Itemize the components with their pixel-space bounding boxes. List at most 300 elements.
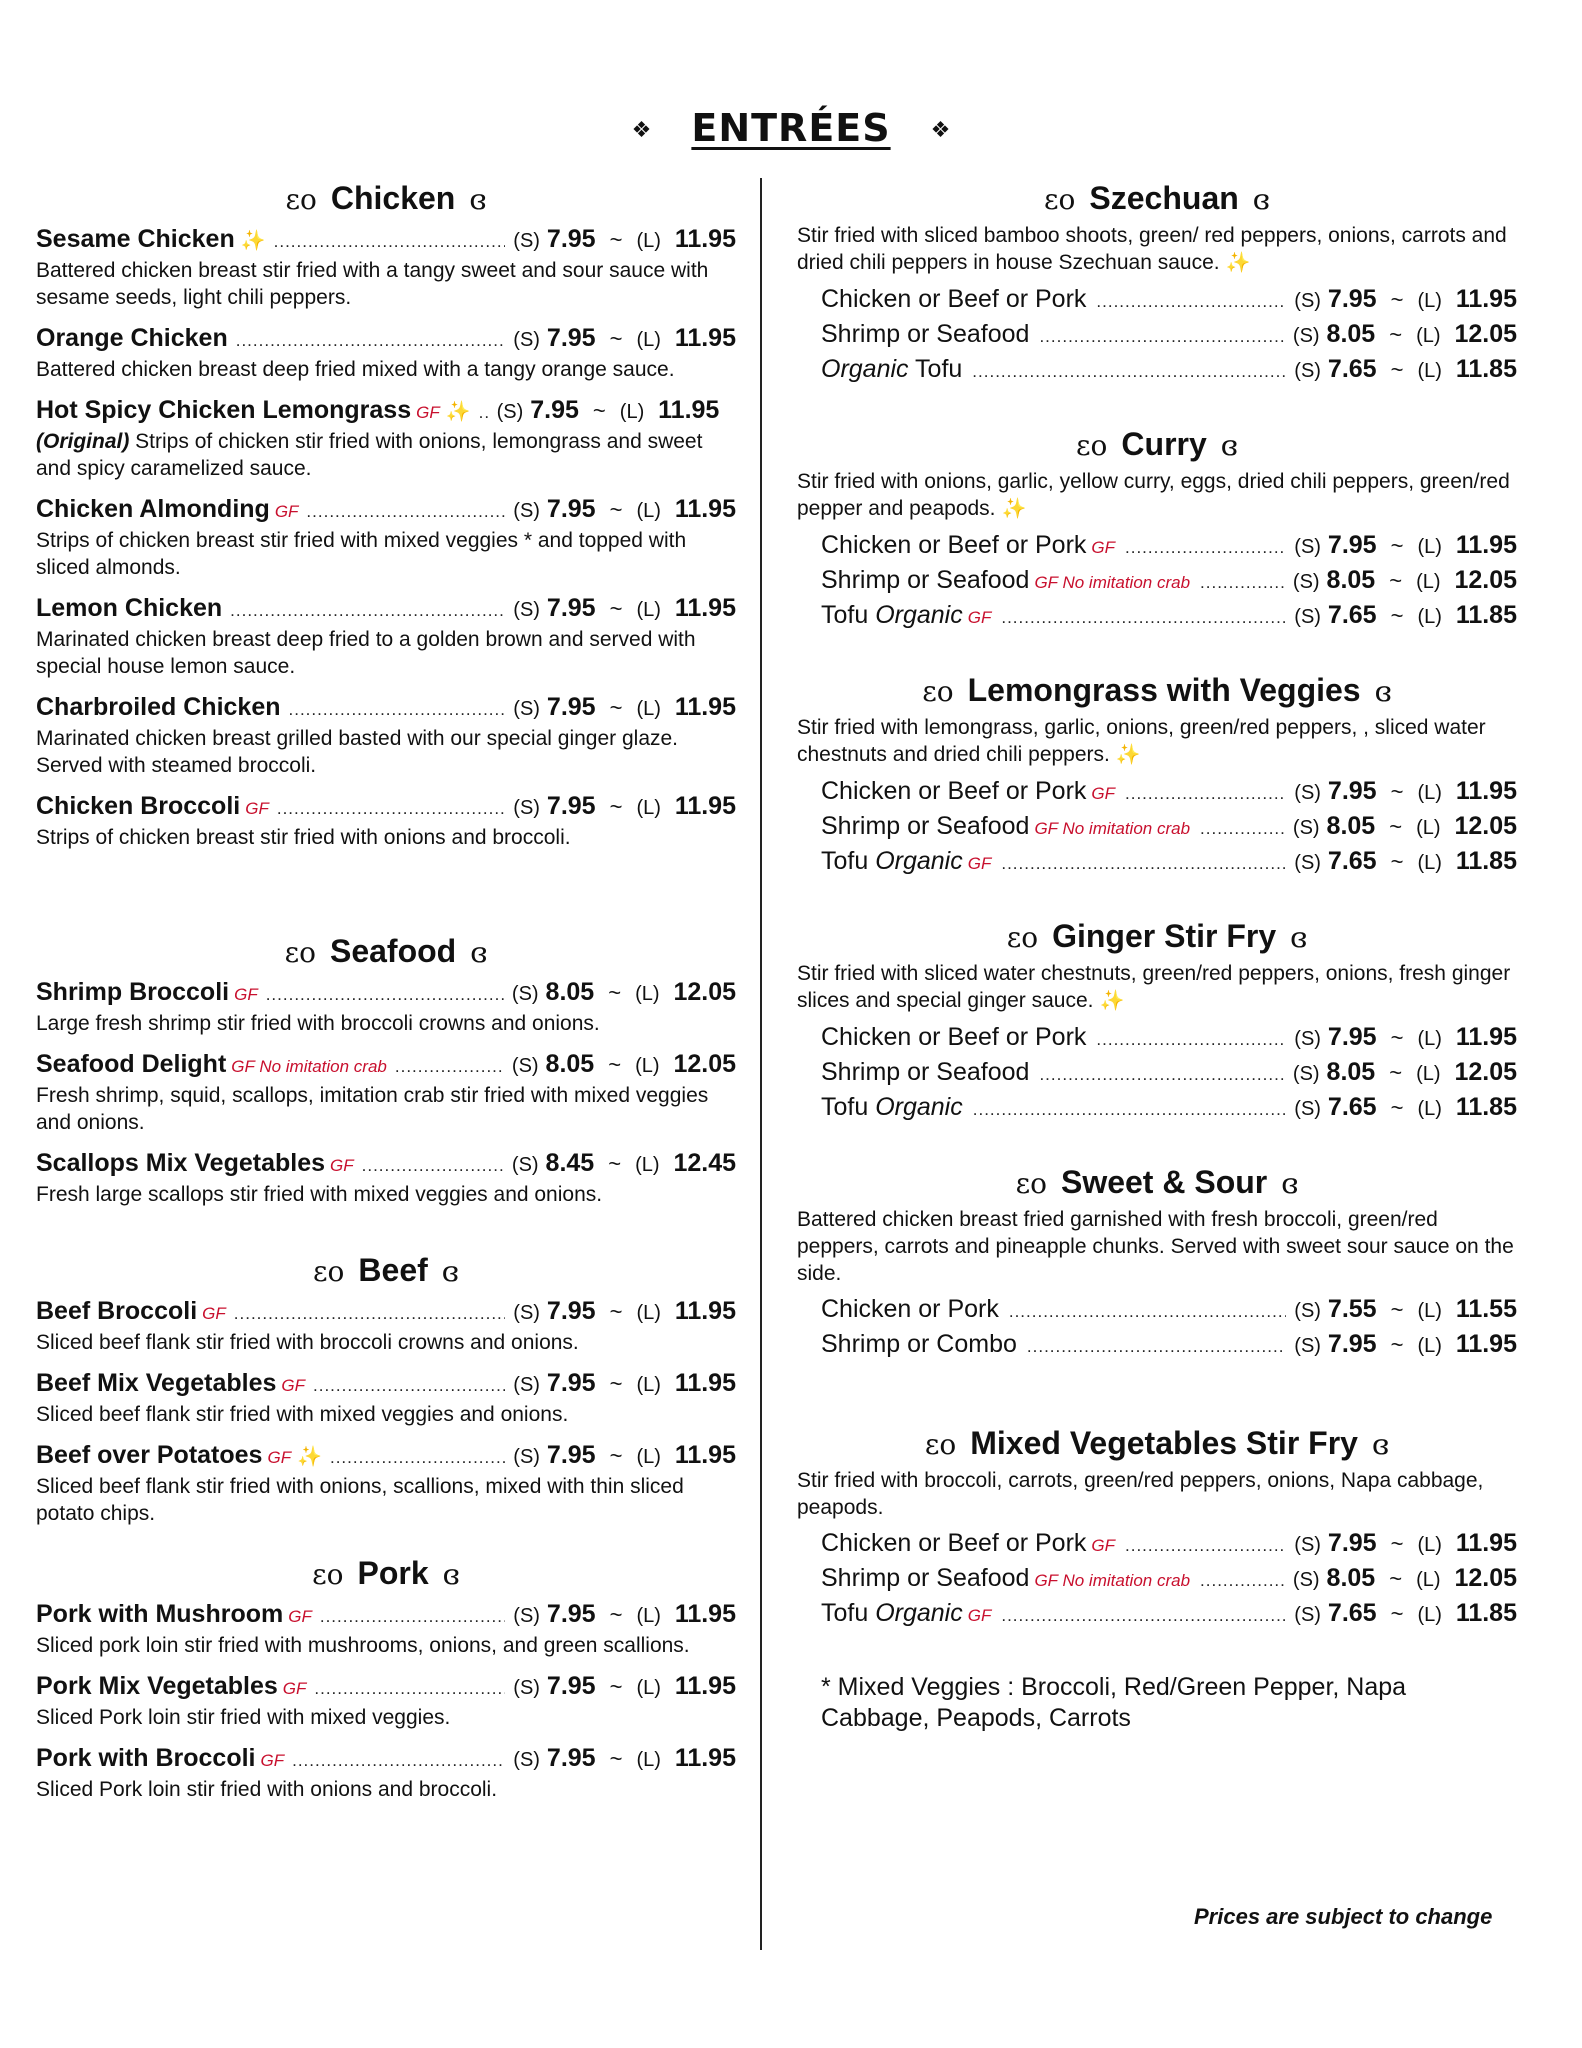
item-name: Chicken Almonding — [36, 495, 270, 523]
option-list — [797, 1293, 1517, 1363]
size-small-label: (S) — [1294, 1300, 1321, 1322]
size-small-label: (S) — [1294, 852, 1321, 874]
section-ornament-left-icon: ɛo — [1006, 921, 1039, 954]
leader-dots — [1039, 321, 1284, 353]
menu-item-scallops-mix-vegetables — [36, 1148, 736, 1208]
leader-dots — [306, 497, 505, 527]
size-large-label: (L) — [1417, 360, 1442, 382]
size-large-label: (L) — [1416, 1569, 1441, 1591]
tilde: ~ — [1389, 568, 1403, 593]
price-large: 11.95 — [674, 495, 736, 523]
tilde: ~ — [609, 227, 623, 252]
mixed-vegetables-section — [797, 1423, 1517, 1632]
price-large: 11.85 — [1455, 1599, 1517, 1627]
section-ornament-right-icon: ɞ — [1252, 183, 1270, 216]
size-large-label: (L) — [1417, 1098, 1442, 1120]
size-large-label: (L) — [1416, 1063, 1441, 1085]
size-large-label: (L) — [1417, 782, 1442, 804]
menu-item-lemon-chicken — [36, 593, 736, 680]
option-row — [821, 1597, 1517, 1632]
leader-dots — [289, 695, 506, 725]
tilde: ~ — [1390, 1332, 1404, 1357]
size-large-label: (L) — [636, 329, 661, 351]
lemongrass-section — [797, 670, 1517, 880]
size-small-label: (S) — [1294, 1028, 1321, 1050]
leader-dots — [313, 1371, 505, 1401]
size-large-label: (L) — [636, 1446, 661, 1468]
menu-item-chicken-broccoli — [36, 791, 736, 851]
item-name: Chicken Broccoli — [36, 792, 241, 820]
tilde: ~ — [609, 695, 623, 720]
gluten-free-badge: GF — [234, 985, 258, 1004]
chili-pepper-icon: ✨ — [1225, 252, 1251, 274]
menu-item-charbroiled-chicken — [36, 692, 736, 779]
tilde: ~ — [609, 1602, 623, 1627]
size-small-label: (S) — [1294, 290, 1321, 312]
price-small: 7.95 — [546, 1297, 596, 1325]
price-small: 7.95 — [530, 396, 579, 424]
section-ornament-left-icon: ɛo — [285, 183, 317, 216]
item-name: Beef Broccoli — [36, 1297, 198, 1325]
leader-dots — [1039, 1059, 1284, 1091]
leader-dots — [1096, 286, 1286, 318]
price-large: 11.95 — [674, 1441, 736, 1469]
section-ornament-right-icon: ɞ — [1220, 429, 1238, 462]
size-small-label: (S) — [1294, 1335, 1321, 1357]
option-list — [797, 775, 1517, 880]
option-row — [821, 599, 1517, 634]
price-large: 11.55 — [1455, 1295, 1517, 1323]
price-small: 7.95 — [546, 225, 596, 253]
size-small-label: (S) — [1292, 817, 1320, 839]
leader-dots — [1125, 1530, 1286, 1562]
tilde: ~ — [609, 326, 623, 351]
section-intro: Stir fried with broccoli, carrots, green/red peppers, onions, Napa cabbage, peapods. — [797, 1469, 1484, 1519]
section-ornament-right-icon: ɞ — [1290, 921, 1308, 954]
size-small-label: (S) — [511, 983, 539, 1005]
option-name: Shrimp or Combo — [821, 1330, 1017, 1358]
leader-dots — [1125, 778, 1286, 810]
price-small: 8.05 — [1326, 1564, 1376, 1592]
item-name: Beef Mix Vegetables — [36, 1369, 277, 1397]
section-ornament-left-icon: ɛo — [1015, 1167, 1047, 1200]
section-ornament-right-icon: ɞ — [1281, 1167, 1299, 1200]
price-large: 12.05 — [1454, 1058, 1517, 1086]
section-title-ginger-stir-fry: ɛo Ginger Stir Fry ɞ — [1006, 918, 1308, 954]
size-large-label: (L) — [636, 599, 661, 621]
size-small-label: (S) — [513, 1374, 540, 1396]
item-name: Pork with Broccoli — [36, 1744, 256, 1772]
menu-item-chicken-almonding — [36, 494, 736, 581]
item-name: Pork with Mushroom — [36, 1600, 284, 1628]
mixed-veggies-note: * Mixed Veggies : Broccoli, Red/Green Pepper, Napa Cabbage, Peapods, Carrots — [821, 1673, 1407, 1732]
option-name: Chicken or Beef or Pork — [821, 777, 1087, 805]
price-large: 11.95 — [674, 1744, 736, 1772]
size-large-label: (L) — [1417, 1300, 1442, 1322]
left-column — [36, 178, 736, 1803]
tilde: ~ — [608, 1151, 622, 1176]
item-name: Sesame Chicken — [36, 225, 235, 253]
price-small: 7.95 — [1327, 1330, 1377, 1358]
price-large: 11.95 — [674, 1600, 736, 1628]
size-small-label: (S) — [511, 1154, 539, 1176]
item-name: Beef over Potatoes — [36, 1441, 263, 1469]
leader-dots — [1009, 1296, 1286, 1328]
option-list — [797, 1527, 1517, 1632]
section-title-chicken: ɛo Chicken ɞ — [285, 180, 487, 216]
price-small: 7.95 — [546, 1441, 596, 1469]
chili-pepper-icon: ✨ — [240, 230, 266, 252]
option-list — [797, 283, 1517, 388]
price-large: 11.95 — [674, 1297, 736, 1325]
entrees-heading: ENTRÉES — [691, 106, 891, 150]
item-description: Large fresh shrimp stir fried with broccoli crowns and onions. — [36, 1012, 600, 1035]
menu-item-beef-broccoli — [36, 1296, 736, 1356]
size-small-label: (S) — [513, 500, 540, 522]
option-row — [821, 1562, 1517, 1597]
price-small: 7.95 — [546, 594, 596, 622]
item-description: Sliced Pork loin stir fried with onions and broccoli. — [36, 1778, 498, 1801]
sweet-sour-section — [797, 1162, 1517, 1363]
item-name: Lemon Chicken — [36, 594, 223, 622]
gluten-free-badge: GF — [967, 608, 992, 627]
item-description: Strips of chicken breast stir fried with mixed veggies * and topped with sliced almonds. — [36, 529, 687, 579]
size-large-label: (L) — [636, 1749, 661, 1771]
option-row — [821, 1527, 1517, 1562]
size-large-label: (L) — [1416, 325, 1441, 347]
size-large-label: (L) — [635, 1154, 660, 1176]
gluten-free-badge: GF — [288, 1607, 312, 1626]
size-large-label: (L) — [636, 1677, 661, 1699]
price-small: 7.95 — [546, 1744, 596, 1772]
size-small-label: (S) — [1294, 606, 1321, 628]
pork-section — [36, 1553, 736, 1803]
gluten-free-badge: GF — [416, 403, 440, 422]
size-large-label: (L) — [635, 1055, 660, 1077]
item-description: Battered chicken breast stir fried with a tangy sweet and sour sauce with sesame seeds, light chili peppers. — [36, 259, 709, 309]
size-small-label: (S) — [496, 401, 524, 423]
menu-item-sesame-chicken — [36, 224, 736, 311]
option-row — [821, 283, 1517, 318]
beef-section — [36, 1250, 736, 1527]
price-large: 12.05 — [1454, 566, 1517, 594]
leader-dots — [1001, 602, 1286, 634]
option-name: Shrimp or Seafood — [821, 1058, 1030, 1086]
option-list — [797, 1021, 1517, 1126]
item-name: Scallops Mix Vegetables — [36, 1149, 326, 1177]
price-small: 7.95 — [1327, 285, 1377, 313]
gluten-free-badge: GF — [1091, 784, 1116, 803]
tilde: ~ — [609, 1299, 623, 1324]
price-small: 8.05 — [1326, 320, 1376, 348]
leader-dots — [1027, 1331, 1286, 1363]
section-ornament-left-icon: ɛo — [1076, 429, 1108, 462]
option-name: Chicken or Beef or Pork — [821, 531, 1087, 559]
leader-dots — [479, 398, 489, 428]
section-intro: Stir fried with sliced bamboo shoots, green/ red peppers, onions, carrots and dried chili peppers in house Szechuan sauce. ✨ — [797, 224, 1507, 274]
section-ornament-left-icon: ɛo — [1044, 183, 1076, 216]
item-name: Pork Mix Vegetables — [36, 1672, 278, 1700]
section-ornament-left-icon: ɛo — [924, 1428, 957, 1461]
leader-dots — [234, 1299, 506, 1329]
option-row — [821, 810, 1517, 845]
price-large: 11.85 — [1455, 601, 1517, 629]
section-title-beef: ɛo Beef ɞ — [313, 1252, 459, 1288]
price-large: 12.05 — [1454, 812, 1517, 840]
gluten-free-badge: GF — [274, 502, 299, 521]
size-small-label: (S) — [513, 329, 540, 351]
section-ornament-right-icon: ɞ — [442, 1558, 460, 1591]
gluten-free-badge: GF No imitation crab — [1034, 573, 1191, 592]
price-large: 12.05 — [673, 978, 736, 1006]
price-large: 11.85 — [1455, 1093, 1517, 1121]
item-description: Marinated chicken breast grilled basted with our special ginger glaze. Served with steamed broccoli. — [36, 727, 679, 777]
price-small: 8.05 — [545, 978, 595, 1006]
size-large-label: (L) — [636, 1605, 661, 1627]
leader-dots — [277, 794, 505, 824]
chicken-section — [36, 178, 736, 851]
section-ornament-right-icon: ɞ — [441, 1255, 459, 1288]
item-name: Orange Chicken — [36, 324, 228, 352]
leader-dots — [1001, 1600, 1286, 1632]
size-small-label: (S) — [511, 1055, 539, 1077]
menu-item-seafood-delight — [36, 1049, 736, 1136]
section-title-curry: ɛo Curry ɞ — [1076, 426, 1238, 462]
tilde: ~ — [609, 1746, 623, 1771]
section-ornament-left-icon: ɛo — [313, 1255, 345, 1288]
tilde: ~ — [1390, 849, 1404, 874]
size-large-label: (L) — [1417, 1604, 1442, 1626]
item-name: Hot Spicy Chicken Lemongrass — [36, 396, 412, 424]
size-small-label: (S) — [513, 698, 540, 720]
section-ornament-right-icon: ɞ — [1371, 1428, 1390, 1461]
section-ornament-left-icon: ɛo — [284, 936, 316, 969]
price-small: 7.95 — [546, 1672, 596, 1700]
ornament-left-icon: ❖ — [631, 118, 652, 143]
section-intro: Stir fried with sliced water chestnuts, green/red peppers, onions, fresh ginger slices and special ginger sauce. ✨ — [797, 962, 1511, 1012]
price-small: 7.65 — [1327, 601, 1377, 629]
tilde: ~ — [609, 1674, 623, 1699]
section-title-mixed-vegetables: ɛo Mixed Vegetables Stir Fry ɞ — [924, 1425, 1390, 1461]
size-large-label: (L) — [1417, 1335, 1442, 1357]
tilde: ~ — [609, 1443, 623, 1468]
price-small: 8.05 — [1326, 1058, 1376, 1086]
section-title-pork: ɛo Pork ɞ — [312, 1555, 460, 1591]
menu-item-beef-over-potatoes — [36, 1440, 736, 1527]
option-row — [821, 529, 1517, 564]
size-small-label: (S) — [1294, 536, 1321, 558]
size-small-label: (S) — [513, 1446, 540, 1468]
size-small-label: (S) — [513, 599, 540, 621]
price-large: 11.95 — [1455, 285, 1517, 313]
option-row — [821, 1021, 1517, 1056]
gluten-free-badge: GF No imitation crab — [231, 1057, 387, 1076]
price-small: 7.65 — [1327, 1093, 1377, 1121]
leader-dots — [1125, 532, 1286, 564]
item-description: Strips of chicken breast stir fried with onions and broccoli. — [36, 826, 571, 849]
tilde: ~ — [1390, 287, 1404, 312]
size-large-label: (L) — [1417, 852, 1442, 874]
tilde: ~ — [1390, 1297, 1404, 1322]
gluten-free-badge: GF — [282, 1679, 307, 1698]
size-small-label: (S) — [1292, 325, 1320, 347]
menu-page-title — [0, 106, 1582, 150]
leader-dots — [1200, 567, 1285, 599]
menu-item-beef-mix-vegetables — [36, 1368, 736, 1428]
menu-item-pork-with-mushroom — [36, 1599, 736, 1659]
price-small: 7.65 — [1327, 847, 1377, 875]
item-description: Marinated chicken breast deep fried to a golden brown and served with special house lemon sauce. — [36, 628, 696, 678]
price-large: 11.95 — [658, 396, 720, 424]
size-small-label: (S) — [1294, 782, 1321, 804]
section-ornament-right-icon: ɞ — [470, 936, 488, 969]
price-large: 11.95 — [674, 1672, 736, 1700]
size-small-label: (S) — [513, 1677, 540, 1699]
size-small-label: (S) — [513, 1605, 540, 1627]
size-large-label: (L) — [1416, 571, 1441, 593]
option-row — [821, 1091, 1517, 1126]
item-description: Sliced beef flank stir fried with broccoli crowns and onions. — [36, 1331, 579, 1354]
seafood-section — [36, 931, 736, 1208]
price-small: 7.95 — [1327, 1529, 1377, 1557]
menu-item-orange-chicken — [36, 323, 736, 383]
price-small: 7.65 — [1327, 355, 1377, 383]
section-intro: Battered chicken breast fried garnished with fresh broccoli, green/red peppers, carrots and pineapple chunks. Served with sweet sour sauce on the side. — [797, 1208, 1514, 1285]
section-ornament-right-icon: ɞ — [469, 183, 487, 216]
tilde: ~ — [1390, 1025, 1404, 1050]
option-name: Shrimp or Seafood — [821, 1564, 1030, 1592]
option-name: Chicken or Pork — [821, 1295, 999, 1323]
gluten-free-badge: GF — [260, 1751, 285, 1770]
size-small-label: (S) — [1292, 1569, 1320, 1591]
size-large-label: (L) — [636, 698, 661, 720]
section-title-seafood: ɛo Seafood ɞ — [284, 933, 488, 969]
chili-pepper-icon: ✨ — [1001, 498, 1027, 520]
size-small-label: (S) — [513, 1749, 540, 1771]
option-row — [821, 318, 1517, 353]
price-large: 12.05 — [1454, 1564, 1517, 1592]
gluten-free-badge: GF — [202, 1304, 226, 1323]
option-name: Shrimp or Seafood — [821, 812, 1030, 840]
leader-dots — [395, 1052, 504, 1082]
price-small: 7.95 — [546, 792, 596, 820]
price-large: 11.95 — [1455, 531, 1517, 559]
size-small-label: (S) — [1292, 1063, 1320, 1085]
leader-dots — [266, 980, 504, 1010]
item-name: Shrimp Broccoli — [36, 978, 230, 1006]
tilde: ~ — [1390, 603, 1404, 628]
leader-dots — [320, 1602, 505, 1632]
option-name: Tofu Organic — [821, 847, 963, 875]
item-description: Sliced beef flank stir fried with onions, scallions, mixed with thin sliced potato chips. — [36, 1475, 684, 1525]
leader-dots — [973, 1094, 1287, 1126]
gluten-free-badge: GF — [330, 1156, 354, 1175]
size-large-label: (L) — [635, 983, 660, 1005]
leader-dots — [1096, 1024, 1286, 1056]
option-row — [821, 1056, 1517, 1091]
size-small-label: (S) — [513, 230, 540, 252]
leader-dots — [292, 1746, 505, 1776]
size-large-label: (L) — [1417, 606, 1442, 628]
gluten-free-badge: GF — [967, 1606, 992, 1625]
size-small-label: (S) — [1294, 1098, 1321, 1120]
price-small: 7.95 — [546, 495, 596, 523]
menu-item-hot-spicy-chicken-lemongrass — [36, 395, 736, 482]
item-description: (Original) Strips of chicken stir fried with onions, lemongrass and sweet and spicy caramelized sauce. — [36, 430, 703, 480]
price-small: 7.95 — [546, 693, 596, 721]
size-large-label: (L) — [636, 1302, 661, 1324]
size-large-label: (L) — [1417, 536, 1442, 558]
option-name: Tofu Organic — [821, 1599, 963, 1627]
tilde: ~ — [1390, 533, 1404, 558]
section-title-szechuan: ɛo Szechuan ɞ — [1044, 180, 1270, 216]
price-large: 12.05 — [1454, 320, 1517, 348]
size-large-label: (L) — [1417, 290, 1442, 312]
gluten-free-badge: GF No imitation crab — [1034, 819, 1191, 838]
price-small: 7.95 — [546, 1369, 596, 1397]
tilde: ~ — [592, 398, 606, 423]
right-column — [797, 178, 1517, 1734]
item-description: Battered chicken breast deep fried mixed with a tangy orange sauce. — [36, 358, 675, 381]
tilde: ~ — [1389, 1566, 1403, 1591]
price-small: 7.55 — [1327, 1295, 1377, 1323]
tilde: ~ — [609, 794, 623, 819]
chili-pepper-icon: ✨ — [1115, 744, 1141, 766]
tilde: ~ — [609, 1371, 623, 1396]
gluten-free-badge: GF — [281, 1376, 305, 1395]
option-name: Chicken or Beef or Pork — [821, 1529, 1087, 1557]
item-name: Seafood Delight — [36, 1050, 227, 1078]
size-large-label: (L) — [1417, 1534, 1442, 1556]
leader-dots — [236, 326, 506, 356]
option-row — [821, 775, 1517, 810]
tilde: ~ — [608, 1052, 622, 1077]
tilde: ~ — [1390, 1531, 1404, 1556]
option-name: Chicken or Beef or Pork — [821, 1023, 1087, 1051]
menu-item-pork-with-broccoli — [36, 1743, 736, 1803]
price-large: 11.95 — [1455, 1330, 1517, 1358]
szechuan-section — [797, 178, 1517, 388]
leader-dots — [274, 227, 506, 257]
option-name: Organic Tofu — [821, 355, 963, 383]
price-small: 7.95 — [1327, 1023, 1377, 1051]
section-ornament-left-icon: ɛo — [922, 675, 954, 708]
section-title-sweet-sour: ɛo Sweet & Sour ɞ — [1015, 1164, 1299, 1200]
curry-section — [797, 424, 1517, 634]
size-large-label: (L) — [619, 401, 645, 423]
size-small-label: (S) — [1294, 360, 1321, 382]
price-large: 11.95 — [674, 693, 736, 721]
size-large-label: (L) — [1417, 1028, 1442, 1050]
option-row — [821, 564, 1517, 599]
leader-dots — [330, 1443, 505, 1473]
price-small: 7.95 — [546, 324, 596, 352]
item-description: Fresh shrimp, squid, scallops, imitation crab stir fried with mixed veggies and onions. — [36, 1084, 709, 1134]
menu-item-pork-mix-vegetables — [36, 1671, 736, 1731]
price-large: 11.95 — [674, 792, 736, 820]
price-large: 11.95 — [1455, 1529, 1517, 1557]
size-small-label: (S) — [513, 1302, 540, 1324]
price-small: 8.05 — [545, 1050, 595, 1078]
size-small-label: (S) — [1294, 1604, 1321, 1626]
option-row — [821, 845, 1517, 880]
price-small: 7.65 — [1327, 1599, 1377, 1627]
leader-dots — [972, 356, 1286, 388]
gluten-free-badge: GF No imitation crab — [1034, 1571, 1191, 1590]
option-name: Tofu Organic — [821, 601, 963, 629]
price-small: 8.45 — [545, 1149, 595, 1177]
original-tag: (Original) — [36, 430, 130, 453]
